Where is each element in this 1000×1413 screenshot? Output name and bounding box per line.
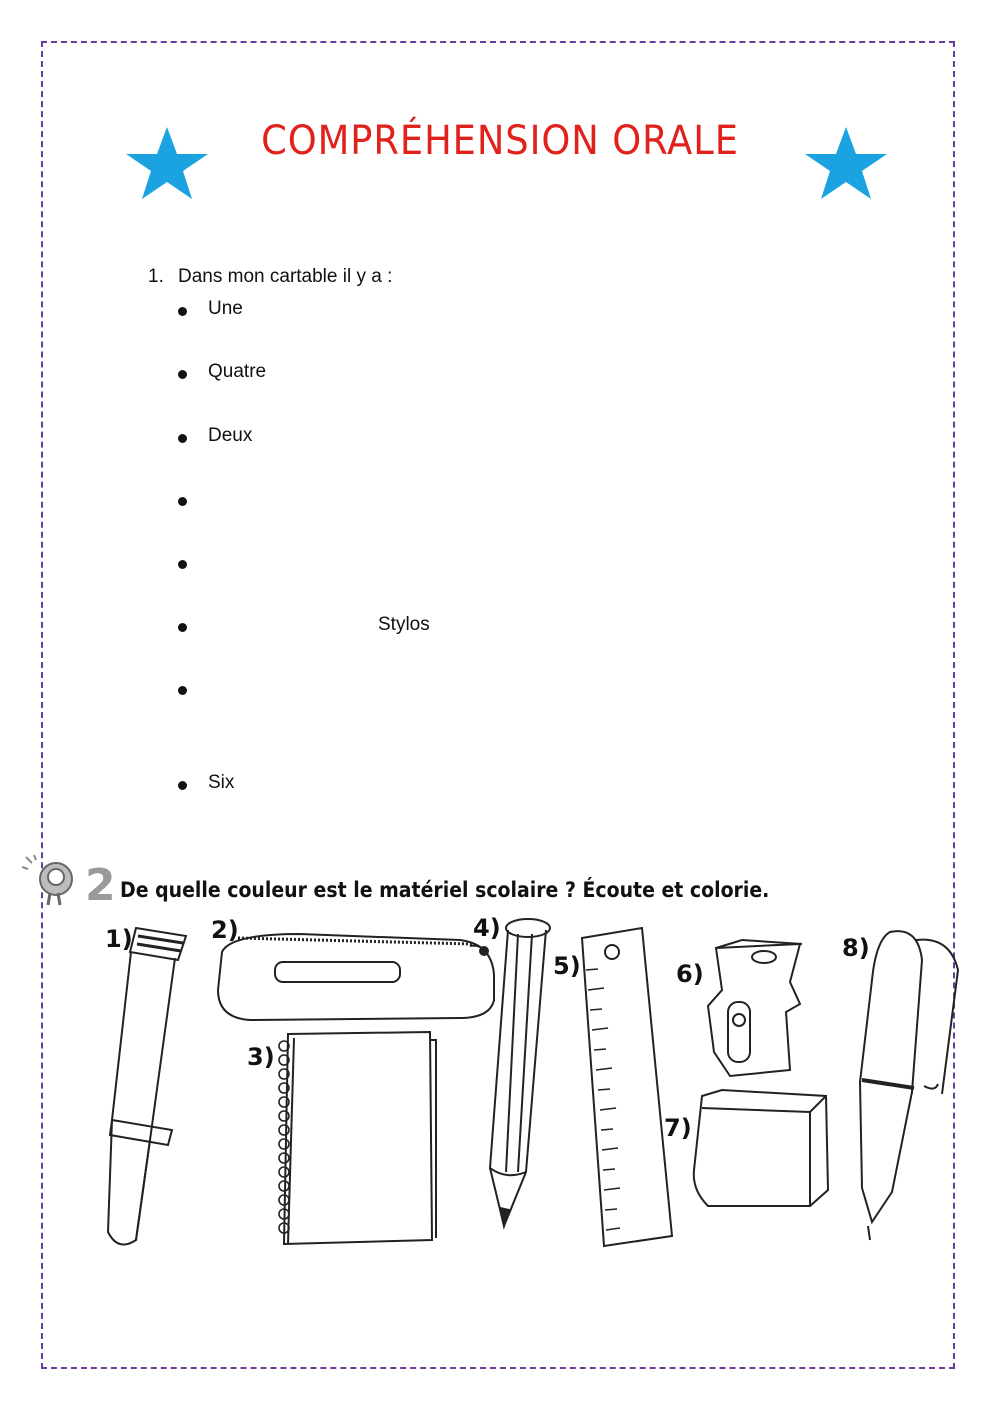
question-text: Dans mon cartable il y a : (178, 266, 393, 287)
question-number: 1. (148, 266, 164, 287)
item-label-7: 7) (664, 1114, 692, 1142)
pen-drawing (860, 931, 958, 1240)
item-label-1: 1) (105, 925, 133, 953)
item-label-4: 4) (473, 914, 501, 942)
eraser-drawing (694, 1090, 828, 1206)
exercise-number: 2 (85, 860, 116, 911)
item-label-2: 2) (211, 916, 239, 944)
ruler-drawing (582, 928, 672, 1246)
pencil-drawing (490, 919, 550, 1226)
item-label-3: 3) (247, 1043, 275, 1071)
notebook-drawing (279, 1032, 436, 1244)
sharpener-drawing (708, 940, 802, 1076)
item-label-6: 6) (676, 960, 704, 988)
pencil-case-drawing (218, 934, 494, 1020)
exercise-instruction: De quelle couleur est le matériel scolaire ? Écoute et colorie. (120, 878, 770, 902)
page-title: COMPRÉHENSION ORALE (261, 118, 739, 164)
item-label-8: 8) (842, 934, 870, 962)
marker-drawing (108, 928, 186, 1245)
item-label-5: 5) (553, 952, 581, 980)
